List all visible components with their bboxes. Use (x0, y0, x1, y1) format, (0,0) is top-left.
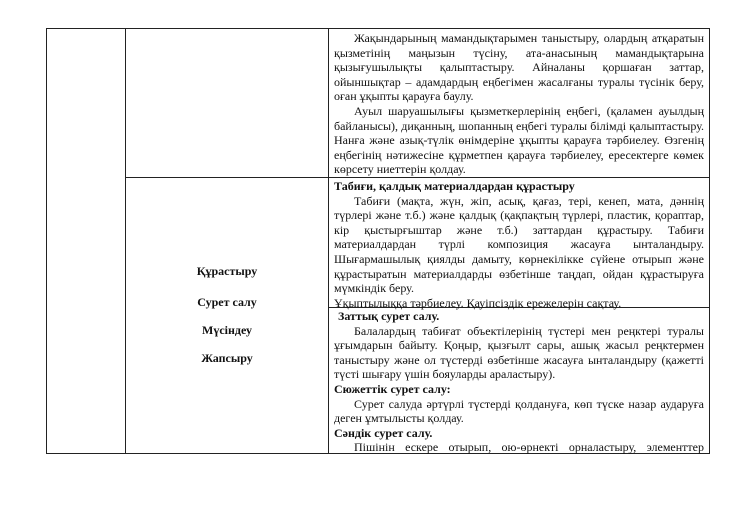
decorative-drawing-heading: Сәндік сурет салу. (334, 425, 433, 440)
table-border-right (709, 28, 710, 453)
plot-drawing-heading: Сюжеттік сурет салу: (334, 381, 451, 396)
table-divider-2 (328, 28, 329, 453)
paragraph-agriculture: Ауыл шаруашылығы қызметкерлерінің еңбегі, (қаламен ауылдың байланысы), диқанның, шопанның еңбегі туралы білімді қалыптастыру. Нанға және азық-түлік өнімдеріне ұқыпты қарауға тәрбиелеу. Өзгенің еңбегінің нәтижесіне құрметпен қарауға тәрбиелеу, ересектерге көмек көрсету ниеттерін қолдау. (334, 103, 704, 177)
decorative-drawing-text: Пішінін ескере отырып, ою-өрнекті орналастыру, элементтер (354, 440, 704, 455)
subject-drawing: Сурет салу (197, 295, 257, 309)
table-divider-1 (125, 28, 126, 453)
upbringing-text-cell (334, 31, 704, 177)
construction-closing: Ұқыптылыққа тәрбиелеу. Қауіпсіздік ережелерін сақтау. (334, 295, 622, 310)
subject-construction: Құрастыру (196, 264, 258, 278)
construction-paragraph: Табиғи (мақта, жүн, жіп, асық, қағаз, тері, кенеп, мата, дәннің түрлері және т.б.) және қалдық (қақпақтың түрлері, пластик, қораптар, кір қыстырғыштар және т.б.) заттардан құрастыру. Табиғи материалдардан түрлі композиция жасауға ынталандыру. Шығармашылық қиялды дамыту, көрнекілікке сүйене отырып және құрастыратын материалдарды өзбетінше таңдап, ойдан құрастыруға мүмкіндік беру. (334, 193, 704, 296)
table-border-left (46, 28, 47, 453)
construction-text-cell (334, 179, 704, 310)
row-divider-1 (125, 177, 710, 178)
subject-modeling: Мүсіндеу (202, 323, 252, 337)
paragraph-professions: Жақындарының мамандықтарымен таныстыру, олардың атқаратын қызметінің маңызын түсіну, ата-анасының мамандықтарына қызығушылықты қалыптастыру. Айналаны қоршаған заттар, ойыншықтар – адамдардың еңбегімен жасалғаны туралы түсінік беру, оған ұқыпты қарауға баулу. (334, 31, 704, 104)
construction-heading: Табиғи, қалдық материалдардан құрастыру (334, 179, 575, 193)
subject-applique: Жапсыру (201, 351, 253, 365)
plot-drawing-text: Сурет салуда әртүрлі түстерді қолдануға, көп түске назар аударуға деген ұмтылысты қолдау. (334, 396, 704, 426)
object-drawing-heading: Заттық сурет салу. (338, 309, 440, 323)
drawing-text-cell (334, 309, 704, 455)
object-drawing-text: Балалардың табиғат объектілерінің түстері мен реңктері туралы ұғымдарын байыту. Қоңыр, қызғылт сары, ашық жасыл реңктермен таныстыру және ол түстерді өзбетінше жасауға ынталандыру (қажетті түсті шығару үшін бояуларды араластыру). (334, 323, 704, 382)
table-border-top (46, 28, 710, 29)
